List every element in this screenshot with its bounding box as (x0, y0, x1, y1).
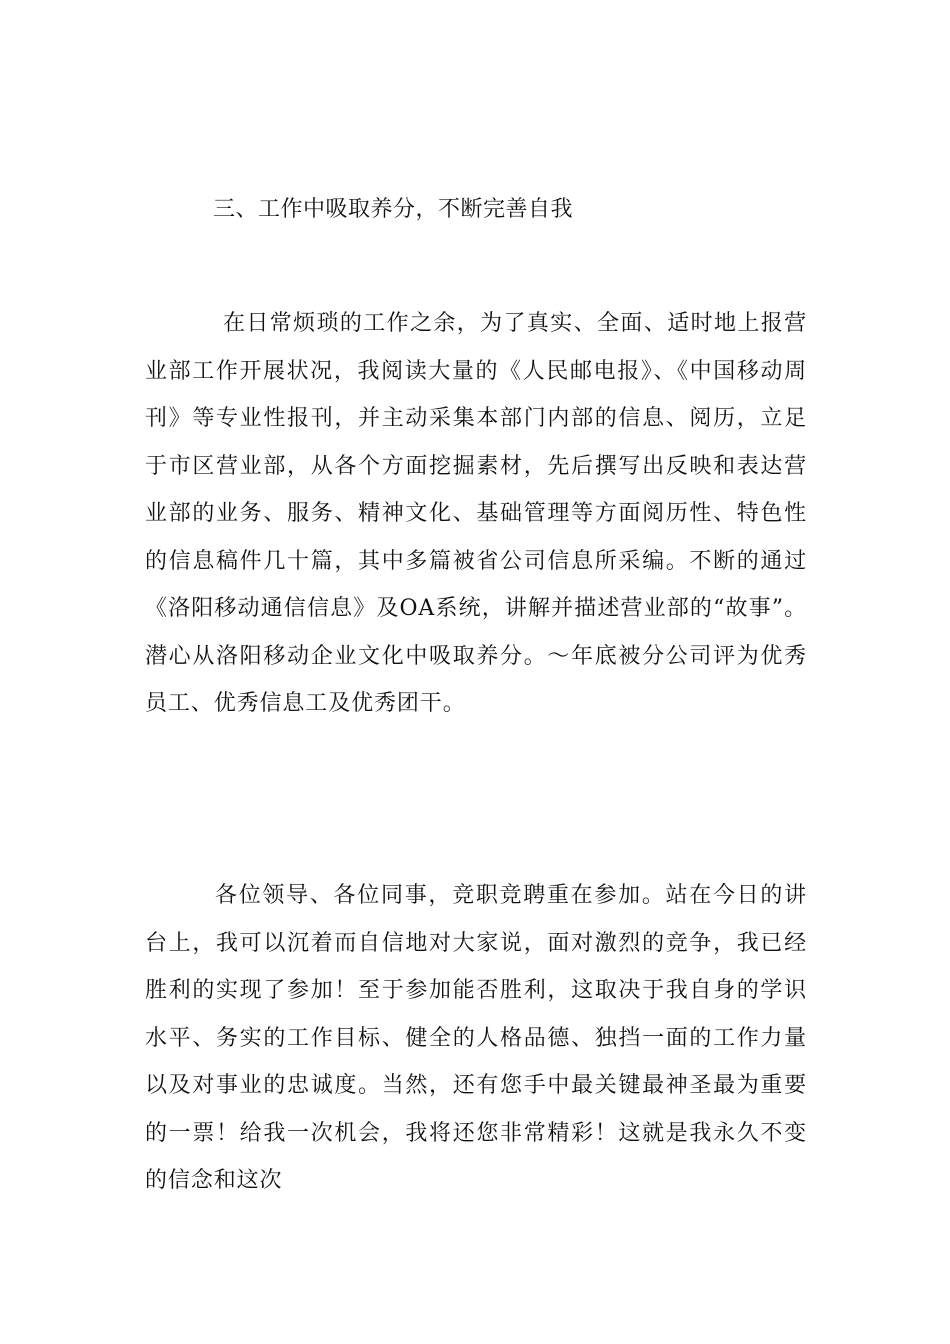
section-heading: 三、工作中吸取养分，不断完善自我 (213, 197, 574, 222)
paragraph-closing-speech: 各位领导、各位同事，竞职竞聘重在参加。站在今日的讲台上，我可以沉着而自信地对大家说，面对激烈的竞争，我已经胜利的实现了参加！至于参加能否胜利，这取决于我自身的学识水平、务实的工作目标、健全的人格品德、独挡一面的工作力量以及对事业的忠诚度。当然，还有您手中最关键最神圣最为重要的一票！给我一次机会，我将还您非常精彩！这就是我永久不变的信念和这次 (145, 883, 807, 1193)
paragraph-info-work: 在日常烦琐的工作之余，为了真实、全面、适时地上报营业部工作开展状况，我阅读大量的《人民邮电报》、《中国移动周刊》等专业性报刊，并主动采集本部门内部的信息、阅历，立足于市区营业部，从各个方面挖掘素材，先后撰写出反映和表达营业部的业务、服务、精神文化、基础管理等方面阅历性、特色性的信息稿件几十篇，其中多篇被省公司信息所采编。不断的通过《洛阳移动通信信息》及OA系统，讲解并描述营业部的“故事”。潜心从洛阳移动企业文化中吸取养分。～年底被分公司评为优秀员工、优秀信息工及优秀团干。 (145, 311, 807, 716)
